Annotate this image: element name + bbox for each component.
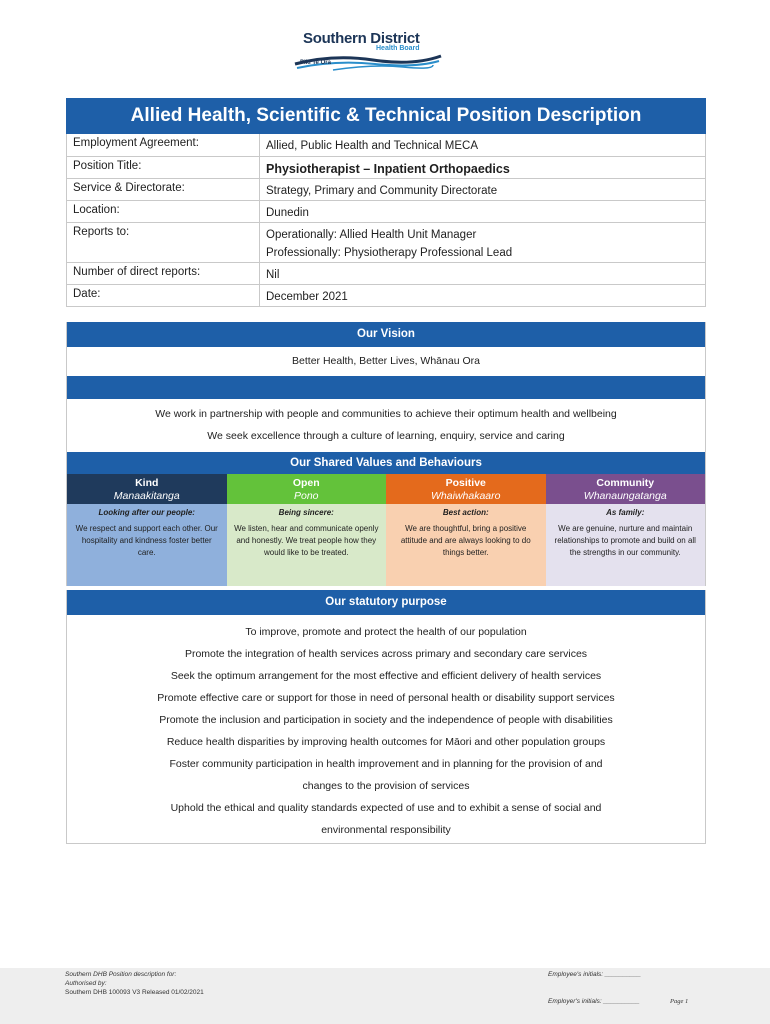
info-value-line: Nil bbox=[266, 269, 280, 281]
purpose-line: environmental responsibility bbox=[321, 824, 451, 836]
purpose-line: To improve, promote and protect the health of our population bbox=[245, 626, 527, 638]
value-subtitle: Being sincere: bbox=[278, 508, 334, 517]
info-value-line: Strategy, Primary and Community Directorate bbox=[266, 185, 498, 197]
info-row bbox=[67, 200, 705, 222]
values-grid bbox=[67, 474, 705, 586]
info-value-line: December 2021 bbox=[266, 291, 348, 303]
info-label: Service & Directorate: bbox=[67, 179, 260, 200]
purpose-line: Promote effective care or support for those in need of personal health or disability support services bbox=[157, 692, 615, 704]
values-heading: Our Shared Values and Behaviours bbox=[67, 452, 705, 474]
footer-line: Authorised by: bbox=[65, 980, 107, 987]
purpose-line: Seek the optimum arrangement for the most effective and efficient delivery of health services bbox=[170, 670, 602, 682]
page-footer bbox=[0, 968, 770, 1024]
value-title: Positive bbox=[445, 477, 486, 489]
info-value bbox=[260, 157, 705, 178]
info-value bbox=[260, 285, 705, 306]
employer-initials: Employer's initials: __________ bbox=[548, 998, 640, 1005]
info-row bbox=[67, 156, 705, 178]
purpose-section bbox=[66, 590, 706, 844]
logo-subtitle: Health Board bbox=[376, 45, 420, 52]
logo-name: Southern District bbox=[303, 30, 420, 47]
value-maori: Pono bbox=[293, 490, 319, 502]
vision-line: We seek excellence through a culture of learning, enquiry, service and caring bbox=[207, 430, 565, 442]
vision-heading: Our Vision bbox=[67, 322, 705, 347]
value-body bbox=[227, 504, 387, 586]
value-header bbox=[546, 474, 706, 504]
info-value-line: Professionally: Physiotherapy Professional Lead bbox=[266, 247, 513, 259]
info-label: Reports to: bbox=[67, 223, 260, 262]
info-value bbox=[260, 201, 705, 222]
info-value bbox=[260, 134, 705, 156]
info-label: Number of direct reports: bbox=[67, 263, 260, 284]
info-value-line: Dunedin bbox=[266, 207, 309, 219]
value-column-open bbox=[227, 474, 387, 586]
value-title: Community bbox=[596, 477, 655, 489]
vision-section bbox=[66, 322, 706, 472]
purpose-line: changes to the provision of services bbox=[302, 780, 470, 792]
value-body bbox=[546, 504, 706, 586]
info-value-line: Operationally: Allied Health Unit Manager bbox=[266, 229, 477, 241]
info-label: Location: bbox=[67, 201, 260, 222]
page-number: Page 1 bbox=[670, 998, 689, 1005]
info-row bbox=[67, 284, 705, 306]
value-title: Kind bbox=[135, 477, 159, 489]
info-row bbox=[67, 178, 705, 200]
logo bbox=[293, 30, 443, 74]
value-maori: Manaakitanga bbox=[113, 490, 180, 502]
purpose-line: Foster community participation in health improvement and in planning for the provision of and bbox=[169, 758, 603, 770]
value-subtitle: As family: bbox=[606, 508, 645, 517]
purpose-line: Promote the integration of health services across primary and secondary care services bbox=[184, 648, 588, 660]
value-maori: Whanaungatanga bbox=[583, 490, 667, 502]
vision-text: Better Health, Better Lives, Whānau Ora bbox=[292, 355, 480, 367]
value-description: We are genuine, nurture and maintain relationships to promote and build on all the strengths in our community. bbox=[554, 524, 696, 557]
value-title: Open bbox=[292, 477, 320, 489]
footer-line: Southern DHB 100093 V3 Released 01/02/2021 bbox=[65, 989, 204, 996]
value-body bbox=[386, 504, 546, 586]
value-description: We respect and support each other. Our hospitality and kindness foster better care. bbox=[75, 524, 218, 557]
value-column-positive bbox=[386, 474, 546, 586]
info-label: Date: bbox=[67, 285, 260, 306]
info-label: Position Title: bbox=[67, 157, 260, 178]
value-subtitle: Looking after our people: bbox=[98, 508, 195, 517]
values-section bbox=[66, 452, 706, 586]
footer-left bbox=[65, 970, 204, 997]
info-value-line: Allied, Public Health and Technical MECA bbox=[266, 140, 479, 152]
page-title: Allied Health, Scientific & Technical Position Description bbox=[66, 98, 706, 134]
vision-line: We work in partnership with people and communities to achieve their optimum health and wellbeing bbox=[155, 408, 617, 420]
purpose-line: Reduce health disparities by improving health outcomes for Māori and other population groups bbox=[166, 736, 606, 748]
value-header bbox=[67, 474, 227, 504]
employee-initials: Employee's initials: __________ bbox=[548, 971, 642, 978]
vision-divider bbox=[67, 376, 705, 399]
value-column-kind bbox=[67, 474, 227, 586]
info-value bbox=[260, 223, 705, 262]
info-value bbox=[260, 179, 705, 200]
purpose-line: Promote the inclusion and participation in society and the independence of people with disabilities bbox=[159, 714, 613, 726]
value-header bbox=[386, 474, 546, 504]
info-label: Employment Agreement: bbox=[67, 134, 260, 156]
value-description: We are thoughtful, bring a positive attitude and are always looking to do things better. bbox=[400, 524, 531, 557]
value-body bbox=[67, 504, 227, 586]
value-column-community bbox=[546, 474, 706, 586]
value-description: We listen, hear and communicate openly and honestly. We treat people how they would like to be treated. bbox=[234, 524, 379, 557]
logo-tagline: Piki Te Ora bbox=[300, 60, 331, 66]
value-subtitle: Best action: bbox=[442, 508, 489, 517]
purpose-list bbox=[67, 615, 705, 841]
footer-line: Southern DHB Position description for: bbox=[65, 971, 177, 978]
info-row bbox=[67, 222, 705, 262]
info-row bbox=[67, 262, 705, 284]
info-value-line: Physiotherapist – Inpatient Orthopaedics bbox=[266, 162, 510, 176]
info-value bbox=[260, 263, 705, 284]
purpose-heading: Our statutory purpose bbox=[67, 590, 705, 615]
value-header bbox=[227, 474, 387, 504]
value-maori: Whaiwhakaaro bbox=[431, 490, 501, 502]
purpose-line: Uphold the ethical and quality standards expected of use and to exhibit a sense of social and bbox=[170, 802, 602, 814]
info-row bbox=[67, 134, 705, 156]
position-info-table bbox=[66, 134, 706, 307]
